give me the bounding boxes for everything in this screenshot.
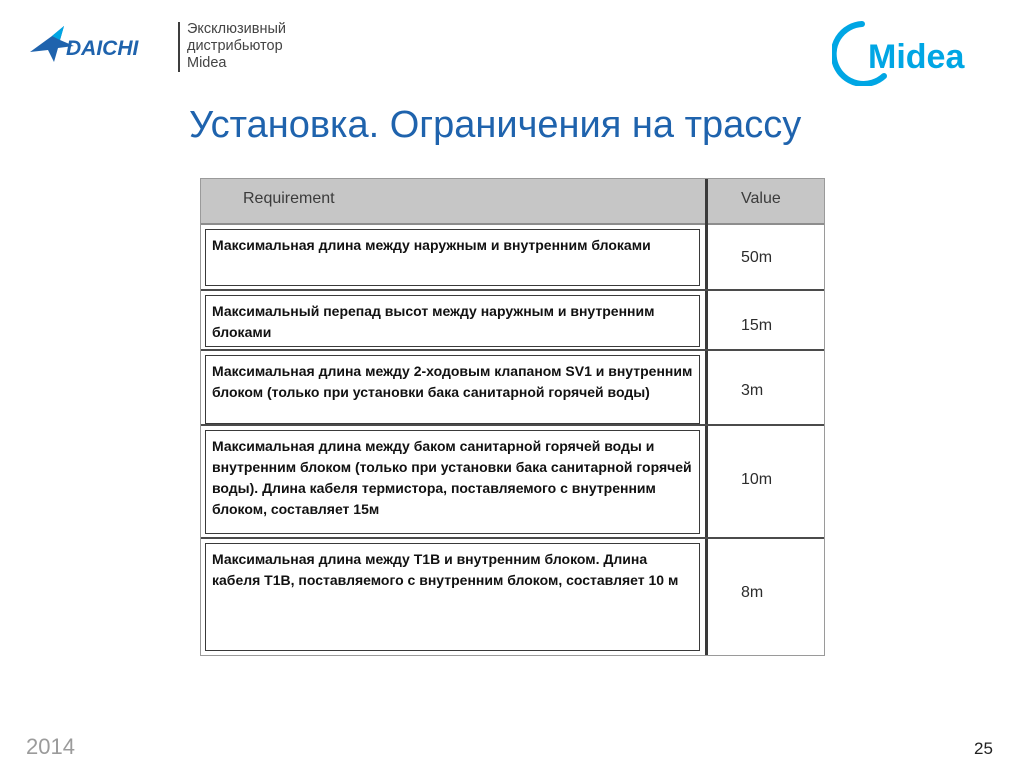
requirements-table [200, 178, 825, 656]
distributor-line-2: дистрибьютор [187, 38, 283, 54]
header-value: Value [741, 190, 781, 207]
header-requirement: Requirement [243, 190, 335, 207]
daichi-logo-text: DAICHI [66, 37, 139, 60]
requirement-cell: Максимальная длина между 2-ходовым клапаном SV1 и внутренним блоком (только при установки бака санитарной горячей воды) [205, 355, 700, 424]
value-cell: 50m [741, 249, 773, 266]
requirement-cell: Максимальный перепад высот между наружным и внутренним блоками [205, 295, 700, 347]
requirement-cell: Максимальная длина между T1B и внутренним блоком. Длина кабеля T1B, поставляемого с внутренним блоком, составляет 10 м [205, 543, 700, 651]
page-title: Установка. Ограничения на трассу [189, 104, 802, 146]
footer-year: 2014 [26, 734, 75, 759]
value-cell: 10m [741, 471, 773, 488]
table-header-row [201, 179, 824, 225]
page-number: 25 [974, 739, 993, 758]
table-row [201, 426, 824, 537]
value-cell: 15m [741, 317, 773, 334]
value-cell: 8m [741, 584, 764, 601]
distributor-line-1: Эксклюзивный [187, 21, 287, 37]
table-row [201, 291, 824, 349]
logo-divider [178, 22, 180, 72]
value-cell: 3m [741, 382, 764, 399]
distributor-caption [187, 21, 286, 72]
midea-logo [832, 18, 1004, 86]
midea-logo-text: Midea [868, 38, 965, 76]
table-row [201, 539, 824, 655]
table-row [201, 225, 824, 291]
daichi-logo [28, 22, 188, 70]
requirement-cell: Максимальная длина между наружным и внутренним блоками [205, 229, 700, 286]
distributor-line-3: Midea [187, 55, 227, 71]
requirement-cell: Максимальная длина между баком санитарной горячей воды и внутренним блоком (только при установки бака санитарной горячей воды). Длина кабеля термистора, поставляемого с внутренним блоком, составляет 15м [205, 430, 700, 534]
table-row [201, 351, 824, 424]
